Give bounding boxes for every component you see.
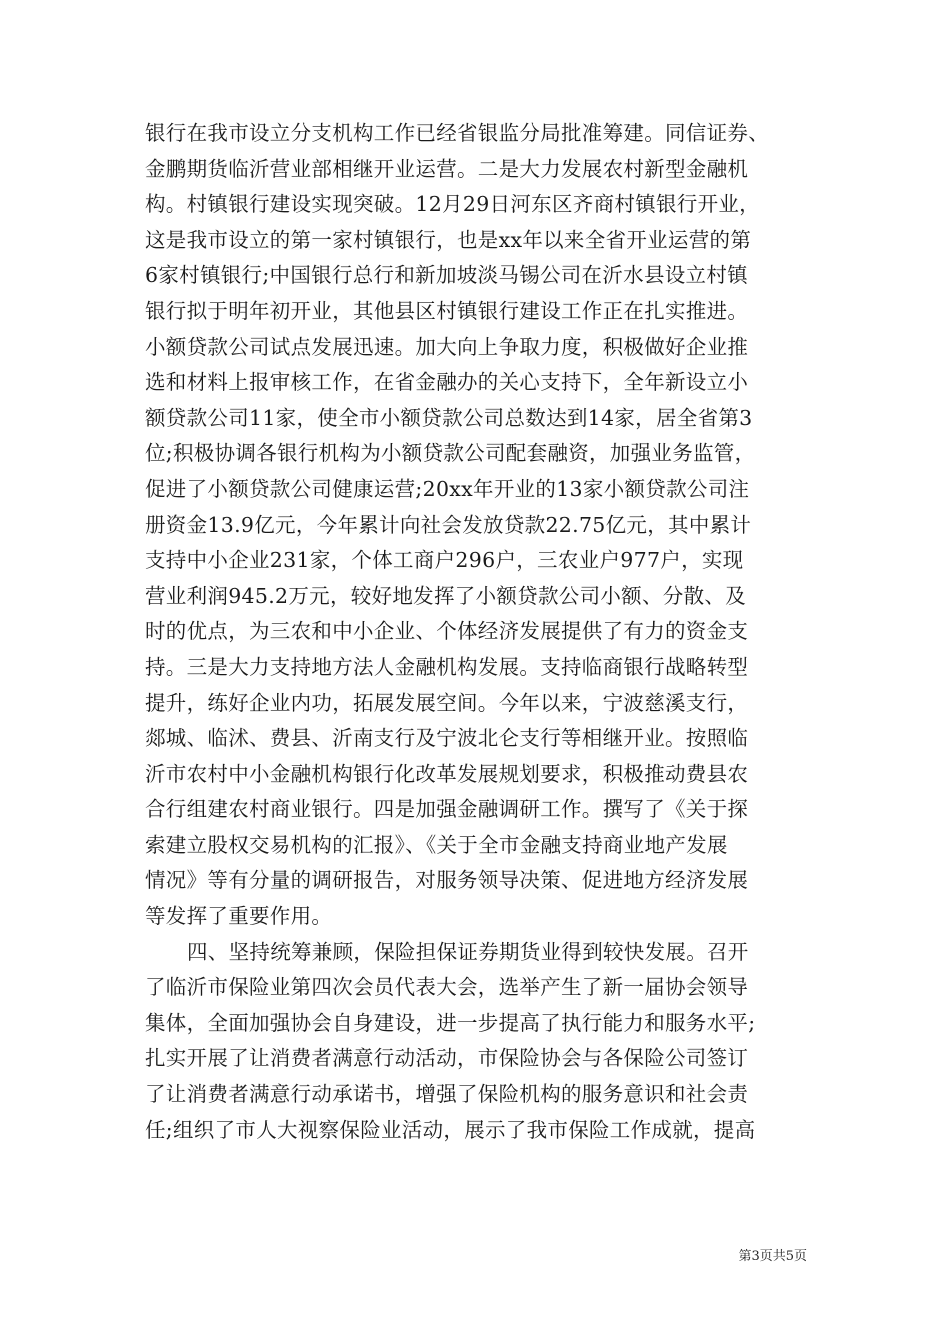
text-line: 时的优点，为三农和中小企业、个体经济发展提供了有力的资金支 bbox=[145, 619, 749, 644]
text-line: 支持中小企业231家，个体工商户296户，三农业户977户，实现 bbox=[145, 548, 744, 573]
text-line: 沂市农村中小金融机构银行化改革发展规划要求，积极推动费县农 bbox=[145, 761, 749, 786]
text-line: 小额贷款公司试点发展迅速。加大向上争取力度，积极做好企业推 bbox=[145, 334, 749, 359]
text-line: 等发挥了重要作用。 bbox=[145, 904, 333, 929]
text-line: 位;积极协调各银行机构为小额贷款公司配套融资，加强业务监管， bbox=[145, 441, 756, 466]
page-number-footer: 第3页共5页 bbox=[738, 1249, 807, 1264]
text-line: 促进了小额贷款公司健康运营;20xx年开业的13家小额贷款公司注 bbox=[145, 476, 750, 501]
text-line: 持。三是大力支持地方法人金融机构发展。支持临商银行战略转型 bbox=[145, 654, 749, 679]
text-line: 提升，练好企业内功，拓展发展空间。今年以来，宁波慈溪支行， bbox=[145, 690, 749, 715]
text-line: 这是我市设立的第一家村镇银行，也是xx年以来全省开业运营的第 bbox=[145, 227, 752, 252]
text-line: 构。村镇银行建设实现突破。12月29日河东区齐商村镇银行开业， bbox=[145, 192, 760, 217]
text-line: 选和材料上报审核工作，在省金融办的关心支持下，全年新设立小 bbox=[145, 370, 749, 395]
text-line: 册资金13.9亿元，今年累计向社会发放贷款22.75亿元，其中累计 bbox=[145, 512, 752, 537]
text-line: 郯城、临沭、费县、沂南支行及宁波北仑支行等相继开业。按照临 bbox=[145, 726, 749, 751]
text-line: 金鹏期货临沂营业部相继开业运营。二是大力发展农村新型金融机 bbox=[145, 156, 749, 181]
text-line: 索建立股权交易机构的汇报》、《关于全市金融支持商业地产发展 bbox=[145, 832, 728, 857]
text-line: 了让消费者满意行动承诺书，增强了保险机构的服务意识和社会责 bbox=[145, 1082, 749, 1107]
text-line: 了临沂市保险业第四次会员代表大会，选举产生了新一届协会领导 bbox=[145, 975, 749, 1000]
text-line: 额贷款公司11家，使全市小额贷款公司总数达到14家，居全省第3 bbox=[145, 405, 753, 430]
text-line: 6家村镇银行;中国银行总行和新加坡淡马锡公司在沂水县设立村镇 bbox=[145, 263, 748, 288]
text-line: 银行在我市设立分支机构工作已经省银监分局批准筹建。同信证券、 bbox=[145, 121, 769, 145]
paragraph-first-line: 四、坚持统筹兼顾，保险担保证券期货业得到较快发展。召开 bbox=[187, 939, 749, 964]
text-line: 银行拟于明年初开业，其他县区村镇银行建设工作正在扎实推进。 bbox=[145, 298, 749, 323]
text-line: 合行组建农村商业银行。四是加强金融调研工作。撰写了《关于探 bbox=[145, 797, 749, 822]
text-line: 任;组织了市人大视察保险业活动，展示了我市保险工作成就，提高 bbox=[145, 1117, 756, 1142]
document-body bbox=[145, 116, 810, 1148]
text-line: 扎实开展了让消费者满意行动活动，市保险协会与各保险公司签订 bbox=[145, 1046, 749, 1071]
text-line: 情况》等有分量的调研报告，对服务领导决策、促进地方经济发展 bbox=[145, 868, 749, 893]
text-line: 集体，全面加强协会自身建设，进一步提高了执行能力和服务水平; bbox=[145, 1010, 756, 1035]
text-line: 营业利润945.2万元，较好地发挥了小额贷款公司小额、分散、及 bbox=[145, 583, 746, 608]
